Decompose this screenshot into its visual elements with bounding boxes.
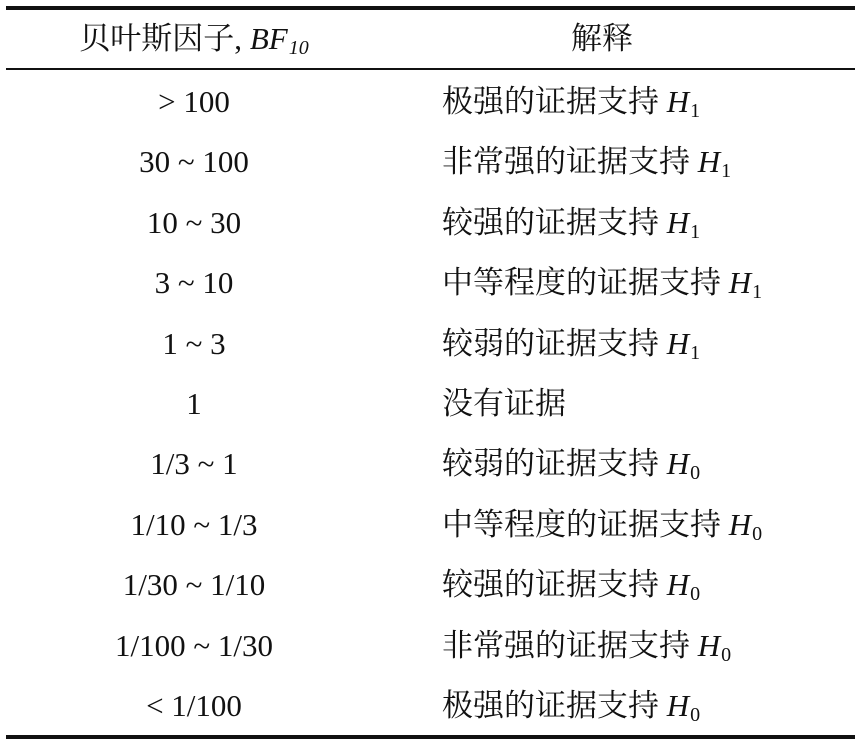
interpretation	[442, 446, 842, 485]
bf-value: 1/100 ~ 1/30	[115, 627, 273, 663]
hypothesis-symbol: H	[697, 627, 721, 663]
hypothesis-symbol: H	[666, 204, 690, 240]
hypothesis-subscript: 0	[690, 462, 701, 485]
interpretation-text: 极强的证据支持	[442, 84, 667, 119]
bf-value: > 100	[158, 84, 230, 119]
interpretation-text: 非常强的证据支持	[442, 627, 698, 663]
interpretation-text: 较强的证据支持	[442, 204, 667, 240]
hypothesis-symbol: H	[666, 84, 690, 119]
bf-value: 30 ~ 100	[139, 144, 249, 180]
table-row	[0, 191, 861, 251]
header-bayes-factor-text: 贝叶斯因子,	[79, 21, 250, 56]
table-row	[0, 432, 861, 492]
table-row	[0, 553, 861, 613]
hypothesis-symbol: H	[666, 687, 690, 723]
hypothesis-symbol: H	[728, 506, 752, 542]
bottom-rule	[6, 735, 855, 739]
bf-value: 3 ~ 10	[154, 265, 234, 301]
header-bf-subscript: 10	[288, 37, 309, 59]
interpretation	[442, 567, 842, 606]
interpretation	[442, 204, 842, 243]
header-bayes-factor	[42, 21, 346, 59]
bf-value: 1/10 ~ 1/3	[130, 506, 258, 542]
bf-value: 10 ~ 30	[146, 204, 242, 240]
hypothesis-subscript: 0	[690, 583, 701, 606]
interpretation	[442, 687, 842, 726]
interpretation-text: 没有证据	[442, 385, 566, 421]
hypothesis-symbol: H	[666, 567, 690, 603]
interpretation-text: 非常强的证据支持	[442, 144, 698, 180]
bf-value: < 1/100	[146, 687, 242, 723]
interpretation-text: 中等程度的证据支持	[442, 506, 729, 542]
hypothesis-subscript: 0	[721, 643, 732, 666]
interpretation	[442, 144, 842, 183]
table-row	[0, 251, 861, 311]
hypothesis-symbol: H	[666, 446, 690, 482]
bf-value: 1/3 ~ 1	[150, 446, 238, 482]
interpretation	[442, 506, 842, 545]
interpretation-text: 较弱的证据支持	[442, 446, 667, 482]
table-row	[0, 130, 861, 190]
bf-value: 1/30 ~ 1/10	[122, 567, 266, 603]
hypothesis-subscript: 1	[721, 160, 732, 183]
interpretation-text: 中等程度的证据支持	[442, 265, 729, 301]
hypothesis-symbol: H	[728, 265, 752, 301]
bf-value: 1	[186, 385, 202, 421]
interpretation-text: 较强的证据支持	[442, 567, 667, 603]
hypothesis-subscript: 0	[690, 703, 701, 726]
interpretation-text: 较弱的证据支持	[442, 325, 667, 361]
hypothesis-subscript: 1	[690, 100, 701, 122]
hypothesis-subscript: 1	[752, 281, 763, 304]
table-row	[0, 493, 861, 553]
interpretation	[442, 84, 842, 122]
header-interpretation: 解释	[571, 21, 633, 56]
hypothesis-subscript: 1	[690, 220, 701, 243]
bf-value: 1 ~ 3	[162, 325, 226, 361]
interpretation-text: 极强的证据支持	[442, 687, 667, 723]
table-row	[0, 614, 861, 674]
table-header	[0, 10, 861, 68]
interpretation	[442, 385, 842, 421]
table-row	[0, 70, 861, 130]
interpretation	[442, 325, 842, 364]
hypothesis-symbol: H	[666, 325, 690, 361]
hypothesis-subscript: 0	[752, 522, 763, 545]
interpretation	[442, 265, 842, 304]
header-bf-symbol: BF	[249, 21, 288, 56]
table-row	[0, 372, 861, 432]
hypothesis-symbol: H	[697, 144, 721, 180]
interpretation	[442, 627, 842, 666]
hypothesis-subscript: 1	[690, 341, 701, 364]
table-row	[0, 312, 861, 372]
table-body	[0, 70, 861, 734]
table-row	[0, 674, 861, 734]
